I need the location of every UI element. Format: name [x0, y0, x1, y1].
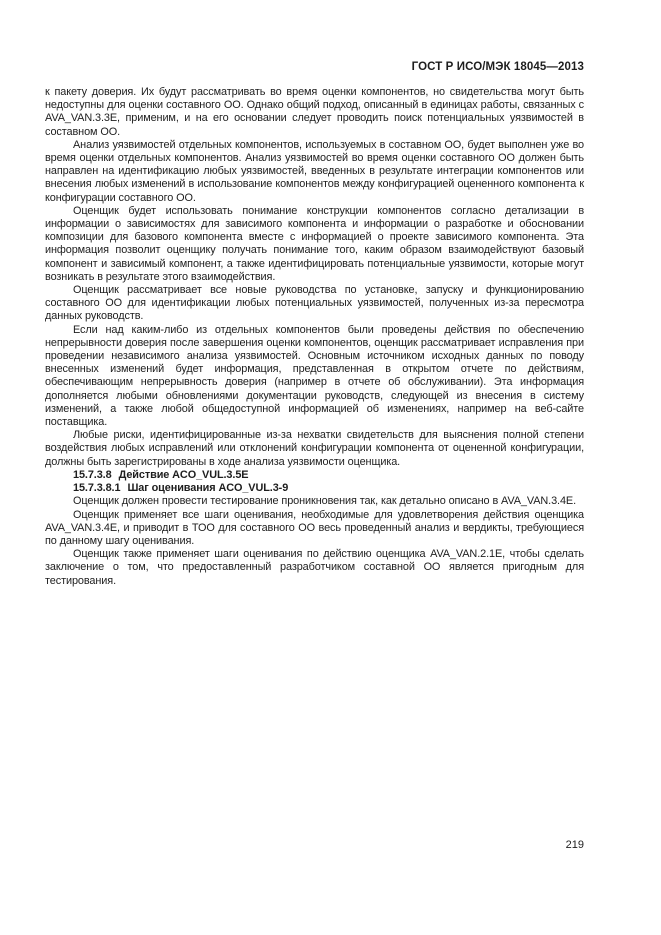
body-text: [45, 86, 584, 588]
paragraph: Если над каким-либо из отдельных компонентов были проведены действия по обеспечению непрерывности доверия после завершения оценки компонентов, оценщик рассматривает исправления при проведении независимого анализа уязвимостей. Основным источником исходных данных по поводу внесенных изменений будет информация, представленная в открытом отчете по действиям, обеспечивающим непрерывность доверия (например в отчете об обслуживании). Эта информация дополняется любыми обновлениями документации руководств, следующей из внесения в систему изменений, а также любой общедоступной информацией об изменениях, например на веб-сайте поставщика.: [45, 323, 584, 429]
page-number: 219: [565, 839, 584, 851]
paragraph: Любые риски, идентифицированные из-за нехватки свидетельств для выяснения полной степени воздействия любых исправлений или отклонений конфигурации компонента от оцененной конфигурации, должны быть зарегистрированы в ходе анализа уязвимости оценщика.: [45, 429, 584, 468]
section-heading: [45, 482, 584, 495]
paragraph: Анализ уязвимостей отдельных компонентов, используемых в составном ОО, будет выполнен уже во время оценки отдельных компонентов. Анализ уязвимостей во время оценки составного ОО должен быть направлен на идентификацию любых уязвимостей, введенных в результате интеграции компонентов или внесения любых изменений в использование компонентов между конфигурацией оцененного компонента к конфигурации составного ОО.: [45, 138, 584, 204]
paragraph: к пакету доверия. Их будут рассматривать во время оценки компонентов, но свидетельства могут быть недоступны для оценки составного ОО. Однако общий подход, описанный в единицах работы, связанных с AVA_VAN.3.3E, применим, и на его основании следует проводить поиск потенциальных уязвимостей в составном ОО.: [45, 86, 584, 138]
section-number: 15.7.3.8: [73, 468, 112, 481]
section-heading: [45, 469, 584, 482]
section-title: Действие ACO_VUL.3.5E: [118, 468, 249, 481]
section-title: Шаг оценивания ACO_VUL.3-9: [127, 482, 289, 495]
paragraph: Оценщик также применяет шаги оценивания по действию оценщика AVA_VAN.2.1E, чтобы сделать заключение о том, что предоставленный разработчиком составной ОО является пригодным для тестирования.: [45, 548, 584, 587]
paragraph: Оценщик будет использовать понимание конструкции компонентов согласно детализации в информации о зависимостях для зависимого компонента и информации о разработке и обосновании композиции для базового компонента вместе с информацией о проекте зависимого компонента. Эта информация позволит оценщику получать понимание того, каким образом взаимодействуют базовый компонент и зависимый компонент, а также идентифицировать потенциальные уязвимости, которые могут возникать в результате этого взаимодействия.: [45, 204, 584, 283]
standard-number-header: ГОСТ Р ИСО/МЭК 18045—2013: [411, 61, 584, 73]
section-number: 15.7.3.8.1: [73, 482, 121, 495]
paragraph: Оценщик применяет все шаги оценивания, необходимые для удовлетворения действия оценщика AVA_VAN.3.4E, и приводит в ТОО для составного ОО весь проведенный анализ и вердикты, требующиеся по данному шагу оценивания.: [45, 508, 584, 547]
paragraph: Оценщик должен провести тестирование проникновения так, как детально описано в AVA_VAN.3.4E.: [73, 495, 577, 508]
paragraph: Оценщик рассматривает все новые руководства по установке, запуску и функционированию составного ОО для идентификации любых потенциальных уязвимостей, полученных из-за пересмотра данных руководств.: [45, 284, 584, 323]
